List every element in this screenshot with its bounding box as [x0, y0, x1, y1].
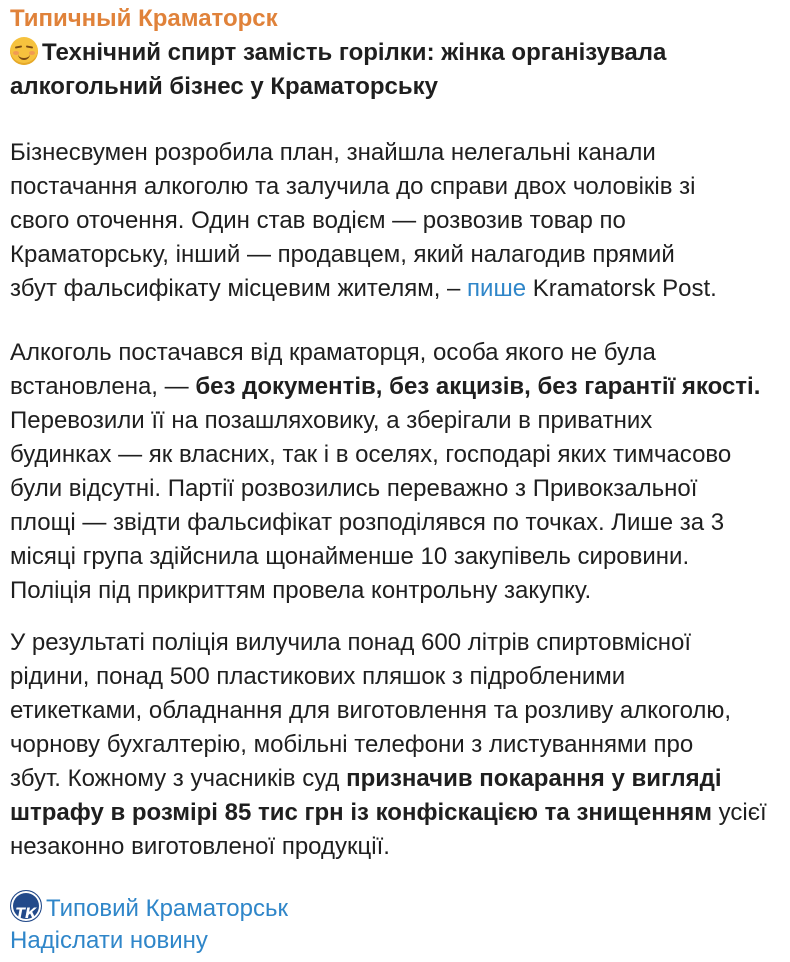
- text-line: чорнову бухгалтерію, мобільні телефони з листуваннями про: [10, 731, 694, 758]
- post-title: [10, 36, 666, 104]
- channel-name[interactable]: Типичный Краматорск: [10, 5, 278, 32]
- paragraph-3: [10, 626, 785, 864]
- text-line: етикетками, обладнання для виготовлення та розливу алкоголю,: [10, 697, 732, 724]
- text-line: Бізнесвумен розробила план, знайшла нелегальні канали: [10, 139, 656, 166]
- text-segment: збут. Кожному з учасників суд: [10, 765, 347, 792]
- text-line: [10, 796, 785, 830]
- text-line: будинках — як власних, так і в оселях, господарі яких тимчасово: [10, 441, 732, 468]
- text-line: незаконно виготовленої продукції.: [10, 833, 390, 860]
- text-line: рідини, понад 500 пластикових пляшок з підробленими: [10, 663, 626, 690]
- bold-text: без документів, без акцизів, без гарантії якості.: [195, 373, 761, 400]
- title-text-1: Технічний спирт замість горілки: жінка організувала: [42, 39, 667, 66]
- text-line: Перевозили її на позашляховику, а зберігали в приватних: [10, 407, 653, 434]
- text-line: Поліція під прикриттям провела контрольну закупку.: [10, 577, 592, 604]
- smirking-face-icon: [10, 37, 38, 65]
- channel-logo-icon: ТК: [10, 890, 42, 922]
- text-line: свого оточення. Один став водієм — розвозив товар по: [10, 207, 626, 234]
- bold-text: призначив покарання у вигляді: [346, 765, 722, 792]
- paragraph-2: [10, 336, 785, 608]
- text-line: площі — звідти фальсифікат розподілявся по точках. Лише за 3: [10, 509, 725, 536]
- source-link[interactable]: пише: [467, 275, 527, 302]
- text-segment: усієї: [711, 799, 767, 826]
- text-line: постачання алкоголю та залучила до справи двох чоловіків зі: [10, 173, 696, 200]
- footer-channel-link[interactable]: [10, 890, 288, 926]
- text-line: [10, 762, 785, 796]
- text-line: були відсутні. Партії розвозились переважно з Привокзальної: [10, 475, 698, 502]
- title-line: [10, 36, 666, 70]
- text-segment: Kramatorsk Post.: [526, 275, 717, 302]
- submit-news-link[interactable]: Надіслати новину: [10, 927, 208, 954]
- text-line: Алкоголь постачався від краматорця, особа якого не була: [10, 339, 656, 366]
- title-line: алкогольний бізнес у Краматорську: [10, 73, 439, 100]
- text-line: Краматорську, інший — продавцем, який налагодив прямий: [10, 241, 675, 268]
- bold-text: штрафу в розмірі 85 тис грн із конфіскацією та знищенням: [10, 799, 712, 826]
- text-segment: збут фальсифікату місцевим жителям, –: [10, 275, 468, 302]
- text-line: У результаті поліція вилучила понад 600 літрів спиртовмісної: [10, 629, 692, 656]
- text-line: місяці група здійснила щонайменше 10 закупівель сировини.: [10, 543, 690, 570]
- text-segment: встановлена, —: [10, 373, 196, 400]
- text-line: [10, 272, 785, 306]
- paragraph-1: [10, 136, 785, 306]
- footer-channel-text[interactable]: Типовий Краматорськ: [46, 895, 289, 922]
- text-line: [10, 370, 785, 404]
